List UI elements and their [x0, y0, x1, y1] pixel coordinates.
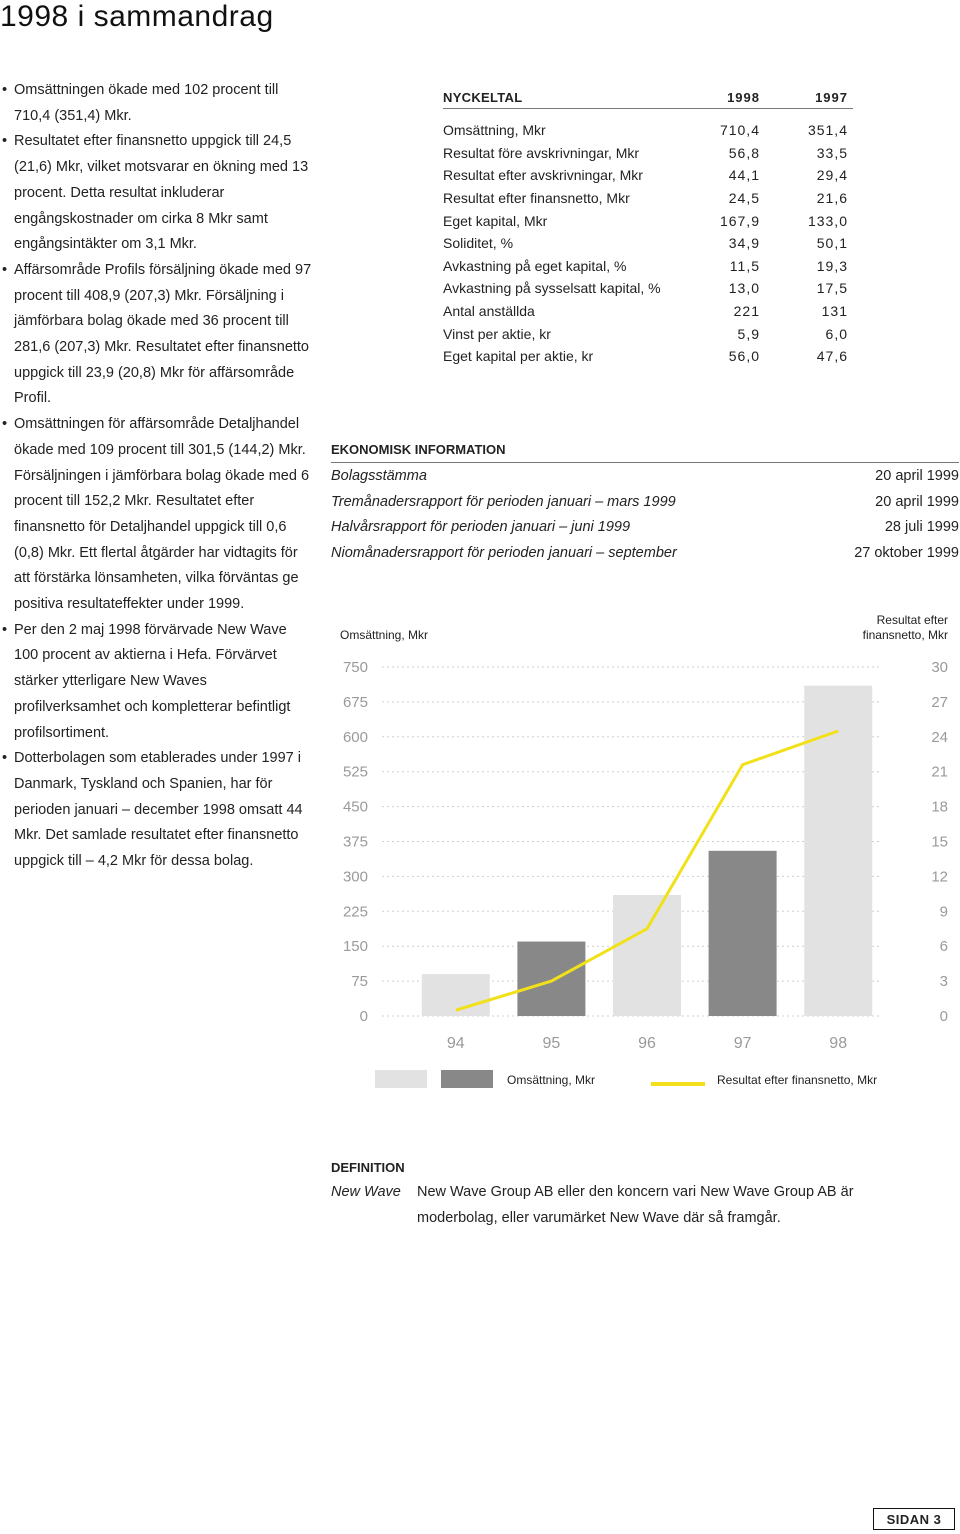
event-date: 20 april 1999	[875, 467, 959, 484]
legend-swatch-light	[375, 1070, 427, 1088]
left-tick-label: 750	[342, 659, 368, 676]
row-value-1998: 221	[733, 303, 760, 320]
right-axis-label-line-2: finansnetto, Mkr	[862, 628, 948, 642]
bullet-dot: •	[2, 621, 8, 638]
row-value-1997: 6,0	[825, 325, 848, 342]
row-label: Antal anställda	[443, 303, 535, 320]
row-value-1997: 47,6	[816, 348, 848, 365]
right-tick-label: 3	[939, 973, 948, 991]
right-tick-label: 6	[939, 938, 948, 956]
table-row	[443, 232, 853, 255]
x-tick-label: 94	[446, 1035, 465, 1052]
row-value-1997: 21,6	[816, 190, 848, 207]
left-axis-ticks	[343, 659, 368, 1025]
bullet-text: Omsättningen ökade med 102 procent till 710,4 (351,4) Mkr.	[14, 82, 279, 124]
right-tick-label: 30	[931, 659, 948, 676]
row-value-1997: 133,0	[807, 212, 848, 229]
bullet-text: Omsättningen för affärsområde Detaljhandel ökade med 109 procent till 301,5 (144,2) Mkr. Försäljningen i jämförbara bolag ökade med 6 procent till 152,2 Mkr. Resultatet efter finansnetto för Detaljhandel uppgick till 0,6 (0,8) Mkr. Ett flertal åtgärder har vidtagits för att förstärka lönsamheten, vilka förväntas ge positiva resultateffekter under 1999.	[14, 416, 310, 613]
list-item	[331, 463, 959, 489]
row-label: Avkastning på sysselsatt kapital, %	[443, 280, 661, 297]
row-label: Eget kapital, Mkr	[443, 212, 548, 229]
table-row	[443, 119, 853, 142]
bullet-item	[2, 746, 312, 875]
left-tick-label: 75	[351, 973, 368, 991]
bullet-item	[2, 412, 312, 618]
bullet-item	[2, 258, 312, 412]
bar-97	[709, 851, 777, 1016]
revenue-chart	[320, 600, 960, 1065]
key-figures-col-1997: 1997	[815, 89, 848, 105]
bullet-text: Per den 2 maj 1998 förvärvade New Wave 100 procent av aktierna i Hefa. Förvärvet stärker ytterligare New Waves profilverksamhet och kompletterar befintligt profilsortiment.	[14, 621, 291, 741]
table-row	[443, 345, 853, 368]
bullet-dot: •	[2, 261, 8, 278]
chart-svg	[320, 600, 960, 1060]
economic-information-heading: EKONOMISK INFORMATION	[331, 442, 959, 463]
left-tick-label: 225	[342, 903, 368, 921]
list-item	[331, 514, 959, 540]
bullet-item	[2, 618, 312, 747]
x-tick-label: 98	[829, 1035, 848, 1052]
row-value-1997: 50,1	[816, 235, 848, 252]
row-value-1998: 13,0	[728, 280, 760, 297]
list-item	[331, 540, 959, 566]
chart-legend	[375, 1068, 935, 1092]
table-row	[443, 209, 853, 232]
table-row	[443, 277, 853, 300]
bar-95	[517, 942, 585, 1016]
row-value-1998: 44,1	[728, 167, 760, 184]
row-value-1997: 17,5	[816, 280, 848, 297]
definition-row	[331, 1180, 931, 1231]
bar-96	[613, 895, 681, 1016]
row-label: Resultat efter finansnetto, Mkr	[443, 190, 630, 207]
right-axis-label-line-1: Resultat efter	[876, 613, 948, 627]
event-name: Bolagsstämma	[331, 467, 427, 484]
key-figures-heading: NYCKELTAL	[443, 89, 523, 105]
row-label: Vinst per aktie, kr	[443, 325, 551, 342]
key-figures-col-1998: 1998	[727, 89, 760, 105]
economic-information	[331, 442, 959, 566]
x-tick-label: 97	[733, 1035, 752, 1052]
bullet-dot: •	[2, 416, 8, 433]
event-date: 28 juli 1999	[884, 519, 959, 536]
left-tick-label: 675	[342, 693, 368, 711]
row-value-1998: 34,9	[728, 235, 760, 252]
event-name: Niomånadersrapport för perioden januari – september	[331, 544, 677, 561]
event-date: 20 april 1999	[875, 493, 959, 510]
row-value-1998: 56,8	[728, 144, 760, 161]
left-tick-label: 150	[342, 938, 368, 956]
right-tick-label: 15	[931, 833, 948, 851]
bar-98	[804, 686, 872, 1016]
row-value-1997: 19,3	[816, 257, 848, 274]
legend-swatch-dark	[441, 1070, 493, 1088]
row-label: Eget kapital per aktie, kr	[443, 348, 594, 365]
right-tick-label: 0	[939, 1008, 948, 1025]
left-tick-label: 450	[342, 798, 368, 816]
table-row	[443, 142, 853, 165]
left-tick-label: 600	[342, 728, 368, 746]
bullet-text: Affärsområde Profils försäljning ökade med 97 procent till 408,9 (207,3) Mkr. Försäljning i jämförbara bolag ökade med 36 procent till 281,6 (207,3) Mkr. Resultatet efter finansnetto uppgick till 23,9 (20,8) Mkr för affärsområde Profil.	[14, 261, 312, 407]
right-tick-label: 18	[931, 798, 948, 816]
right-axis-ticks	[931, 659, 948, 1025]
definition-text: New Wave Group AB eller den koncern vari New Wave Group AB är moderbolag, eller varumärket New Wave där så framgår.	[417, 1184, 854, 1226]
right-tick-label: 21	[931, 763, 948, 781]
right-tick-label: 12	[931, 868, 948, 886]
table-row	[443, 187, 853, 210]
row-label: Resultat efter avskrivningar, Mkr	[443, 167, 643, 184]
row-label: Avkastning på eget kapital, %	[443, 257, 627, 274]
x-axis-labels	[447, 1035, 847, 1052]
legend-label-revenue: Omsättning, Mkr	[507, 1073, 596, 1087]
definition-heading: DEFINITION	[331, 1160, 405, 1175]
left-axis-label: Omsättning, Mkr	[340, 628, 429, 642]
event-date: 27 oktober 1999	[854, 544, 959, 561]
row-label: Resultat före avskrivningar, Mkr	[443, 144, 640, 161]
chart-bars	[422, 686, 872, 1016]
x-tick-label: 96	[638, 1035, 656, 1052]
table-row	[443, 164, 853, 187]
row-value-1998: 5,9	[737, 325, 760, 342]
row-value-1998: 56,0	[728, 348, 760, 365]
right-tick-label: 27	[931, 693, 948, 711]
list-item	[331, 489, 959, 515]
key-figures-header	[443, 86, 853, 109]
right-tick-label: 24	[931, 728, 948, 746]
row-label: Omsättning, Mkr	[443, 122, 546, 139]
legend-label-result: Resultat efter finansnetto, Mkr	[717, 1073, 878, 1087]
left-tick-label: 300	[342, 868, 368, 886]
key-figures-table	[443, 86, 853, 368]
row-value-1998: 167,9	[719, 212, 760, 229]
page-number: SIDAN 3	[873, 1508, 955, 1530]
left-tick-label: 375	[342, 833, 368, 851]
bullet-dot: •	[2, 750, 8, 767]
table-row	[443, 300, 853, 323]
bullet-dot: •	[2, 82, 8, 98]
bullet-item	[2, 78, 312, 129]
event-name: Tremånadersrapport för perioden januari – mars 1999	[331, 493, 676, 510]
bullet-list	[2, 78, 312, 875]
row-value-1997: 131	[821, 303, 848, 320]
right-tick-label: 9	[939, 903, 948, 921]
bullet-dot: •	[2, 133, 8, 150]
row-value-1998: 24,5	[728, 190, 760, 207]
row-value-1997: 33,5	[816, 144, 848, 161]
key-figures-rows	[443, 109, 853, 368]
row-label: Soliditet, %	[443, 235, 514, 252]
x-tick-label: 95	[542, 1035, 561, 1052]
row-value-1997: 351,4	[807, 122, 848, 139]
definition-term: New Wave	[331, 1184, 401, 1200]
bullet-item	[2, 129, 312, 258]
table-row	[443, 322, 853, 345]
left-tick-label: 525	[342, 763, 368, 781]
row-value-1998: 11,5	[729, 257, 760, 274]
bullet-text: Resultatet efter finansnetto uppgick till 24,5 (21,6) Mkr, vilket motsvarar en ökning med 13 procent. Detta resultat inkluderar engångskostnader om cirka 8 Mkr samt engångsintäkter om 3,1 Mkr.	[14, 133, 309, 253]
page-title: 1998 i sammandrag	[0, 0, 274, 33]
row-value-1997: 29,4	[816, 167, 848, 184]
table-row	[443, 255, 853, 278]
bullet-text: Dotterbolagen som etablerades under 1997 i Danmark, Tyskland och Spanien, har för perioden januari – december 1998 omsatt 44 Mkr. Det samlade resultatet efter finansnetto uppgick till – 4,2 Mkr för dessa bolag.	[14, 750, 303, 870]
row-value-1998: 710,4	[719, 122, 760, 139]
legend-svg	[375, 1068, 935, 1092]
left-tick-label: 0	[359, 1008, 368, 1025]
event-name: Halvårsrapport för perioden januari – juni 1999	[331, 519, 631, 536]
definition-section	[331, 1160, 931, 1231]
